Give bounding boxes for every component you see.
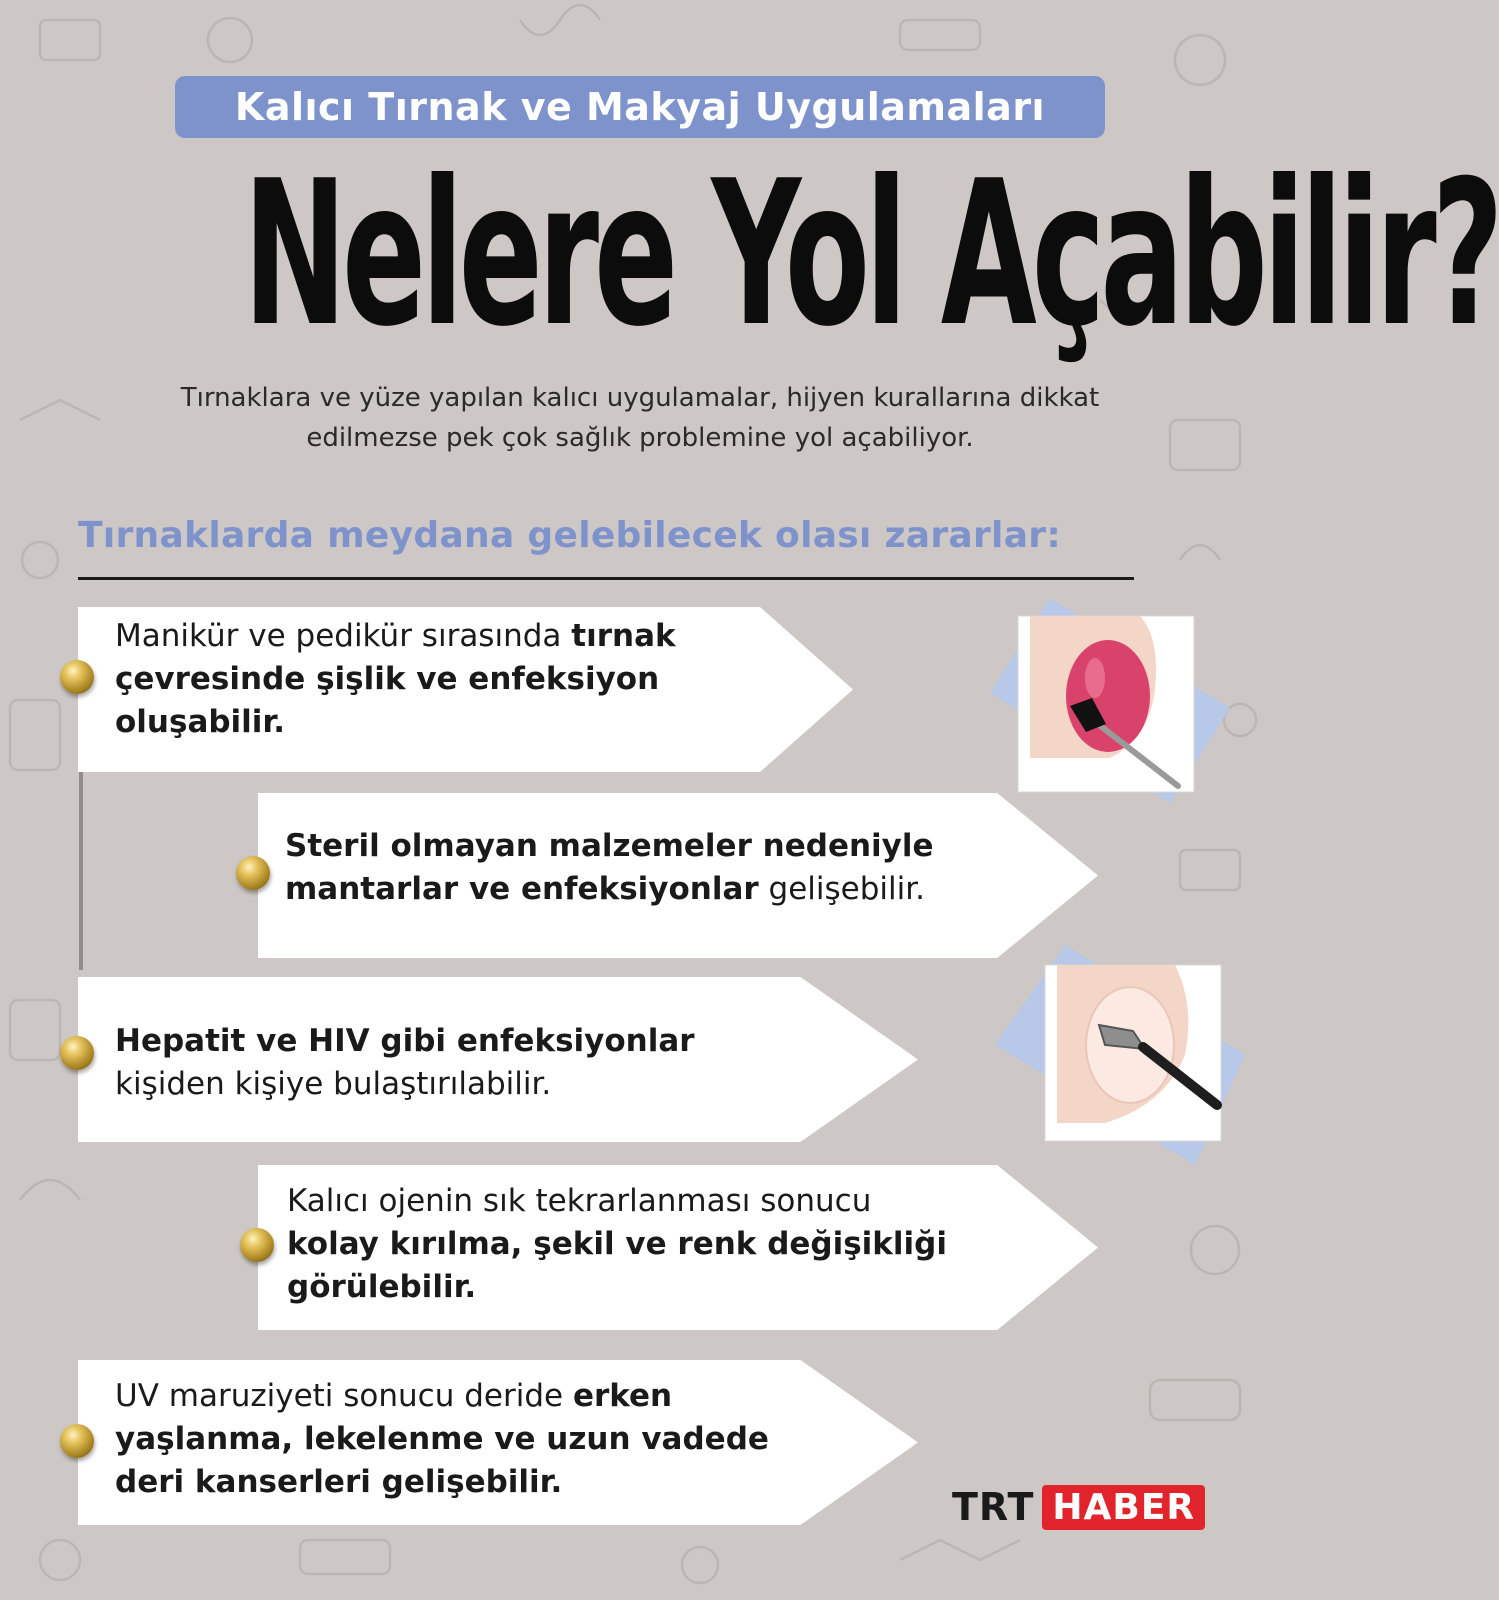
harm-1-line-2-bold: çevresinde şişlik ve enfeksiyon bbox=[115, 661, 660, 697]
headline: Nelere Yol Açabilir? bbox=[243, 138, 1499, 371]
harm-card-4-text bbox=[287, 1180, 947, 1309]
harm-1-line-3-bold: oluşabilir. bbox=[115, 704, 286, 740]
harm-5-line-3-bold: deri kanserleri gelişebilir. bbox=[115, 1464, 563, 1500]
connector-line bbox=[79, 770, 83, 970]
gold-pin-icon bbox=[60, 1424, 94, 1458]
gold-pin-icon bbox=[60, 660, 94, 694]
harm-card-1-text bbox=[115, 615, 676, 744]
harm-1-line-1-bold: tırnak bbox=[571, 618, 676, 654]
harm-card-2-text bbox=[285, 825, 934, 911]
top-banner bbox=[175, 76, 1105, 138]
harm-2-line-1-bold: Steril olmayan malzemeler nedeniyle bbox=[285, 828, 934, 864]
intro-text bbox=[90, 378, 1190, 458]
trt-haber-logo bbox=[952, 1482, 1205, 1532]
harm-4-line-2-bold: kolay kırılma, şekil ve renk değişikliği bbox=[287, 1226, 947, 1262]
harm-4-line-3-bold: görülebilir. bbox=[287, 1269, 477, 1305]
intro-line-1: Tırnaklara ve yüze yapılan kalıcı uygulamalar, hijyen kurallarına dikkat bbox=[180, 383, 1100, 413]
gold-pin-icon bbox=[240, 1228, 274, 1262]
harm-2-line-2-normal: gelişebilir. bbox=[758, 871, 926, 907]
harm-2-line-2-bold: mantarlar ve enfeksiyonlar bbox=[285, 871, 759, 907]
harm-card-5-text bbox=[115, 1375, 769, 1504]
section-divider bbox=[78, 577, 1134, 580]
harm-5-line-2-bold: yaşlanma, lekelenme ve uzun vadede bbox=[115, 1421, 769, 1457]
cuticle-tool-illustration bbox=[995, 945, 1250, 1165]
banner-label: Kalıcı Tırnak ve Makyaj Uygulamaları bbox=[234, 85, 1046, 129]
gold-pin-icon bbox=[60, 1036, 94, 1070]
harm-3-line-2-normal: kişiden kişiye bulaştırılabilir. bbox=[115, 1066, 552, 1102]
section-title: Tırnaklarda meydana gelebilecek olası zararlar: bbox=[78, 515, 1062, 556]
harm-4-line-1-normal: Kalıcı ojenin sık tekrarlanması sonucu bbox=[287, 1183, 872, 1219]
harm-3-line-1-bold: Hepatit ve HIV gibi enfeksiyonlar bbox=[115, 1023, 695, 1059]
intro-line-2: edilmezse pek çok sağlık problemine yol açabiliyor. bbox=[306, 423, 974, 453]
brand-haber: HABER bbox=[1042, 1485, 1205, 1530]
nail-polish-illustration bbox=[990, 598, 1240, 808]
gold-pin-icon bbox=[236, 856, 270, 890]
harm-5-line-1-normal: UV maruziyeti sonucu deride bbox=[115, 1378, 573, 1414]
harm-1-line-1-normal: Manikür ve pedikür sırasında bbox=[115, 618, 572, 654]
brand-trt: TRT bbox=[952, 1485, 1035, 1529]
harm-5-line-1-bold: erken bbox=[572, 1378, 673, 1414]
harm-card-3-text bbox=[115, 1020, 695, 1106]
